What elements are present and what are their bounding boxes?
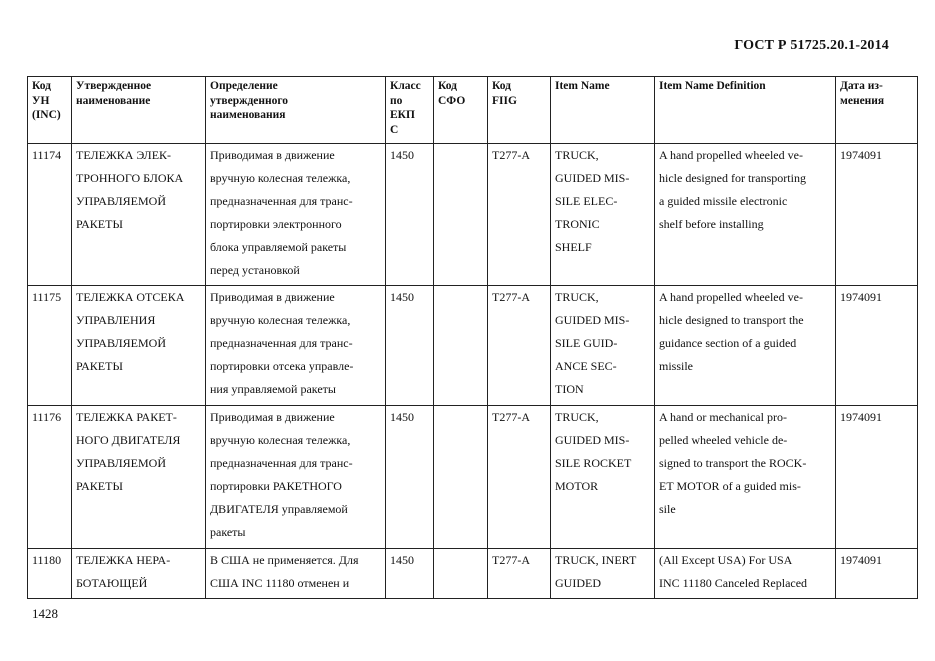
cell-fiig: T277-A	[488, 286, 551, 406]
cell-item-name-definition: A hand propelled wheeled ve- hicle designed to transport the guidance section of a guided missile	[655, 286, 836, 406]
column-header-inc: Код УН (INC)	[28, 77, 72, 144]
column-header-change-date: Дата из- менения	[836, 77, 918, 144]
cell-inc: 11176	[28, 406, 72, 549]
cell-change-date: 1974091	[836, 286, 918, 406]
column-header-approved-name: Утвержденное наименование	[72, 77, 206, 144]
table-header-row	[28, 77, 918, 144]
column-header-item-name: Item Name	[551, 77, 655, 144]
cell-class: 1450	[386, 144, 434, 286]
cell-item-name: TRUCK, GUIDED MIS- SILE ELEC- TRONIC SHELF	[551, 144, 655, 286]
cell-definition: Приводимая в движение вручную колесная тележка, предназначенная для транс- портировки отсека управле- ния управляемой ракеты	[206, 286, 386, 406]
cell-item-name: TRUCK, GUIDED MIS- SILE ROCKET MOTOR	[551, 406, 655, 549]
cell-change-date: 1974091	[836, 144, 918, 286]
cell-inc: 11175	[28, 286, 72, 406]
page-number: 1428	[32, 606, 58, 621]
cell-approved-name: ТЕЛЕЖКА ОТСЕКА УПРАВЛЕНИЯ УПРАВЛЯЕМОЙ РАКЕТЫ	[72, 286, 206, 406]
column-header-definition: Определение утвержденного наименования	[206, 77, 386, 144]
cell-definition: Приводимая в движение вручную колесная тележка, предназначенная для транс- портировки РАКЕТНОГО ДВИГАТЕЛЯ управляемой ракеты	[206, 406, 386, 549]
column-header-sfo: Код СФО	[434, 77, 488, 144]
cell-change-date: 1974091	[836, 549, 918, 599]
items-table	[27, 76, 918, 599]
cell-sfo	[434, 549, 488, 599]
cell-inc: 11174	[28, 144, 72, 286]
cell-class: 1450	[386, 406, 434, 549]
cell-approved-name: ТЕЛЕЖКА НЕРА- БОТАЮЩЕЙ	[72, 549, 206, 599]
cell-class: 1450	[386, 549, 434, 599]
cell-change-date: 1974091	[836, 406, 918, 549]
cell-approved-name: ТЕЛЕЖКА РАКЕТ- НОГО ДВИГАТЕЛЯ УПРАВЛЯЕМОЙ РАКЕТЫ	[72, 406, 206, 549]
cell-definition: Приводимая в движение вручную колесная тележка, предназначенная для транс- портировки электронного блока управляемой ракеты перед установкой	[206, 144, 386, 286]
cell-item-name-definition: A hand or mechanical pro- pelled wheeled vehicle de- signed to transport the ROCK- ET MOTOR of a guided mis- sile	[655, 406, 836, 549]
table-row	[28, 406, 918, 549]
cell-item-name: TRUCK, GUIDED MIS- SILE GUID- ANCE SEC- TION	[551, 286, 655, 406]
column-header-fiig: Код FIIG	[488, 77, 551, 144]
cell-definition: В США не применяется. Для США INC 11180 отменен и	[206, 549, 386, 599]
table-row	[28, 144, 918, 286]
cell-inc: 11180	[28, 549, 72, 599]
cell-fiig: T277-A	[488, 144, 551, 286]
table-row	[28, 286, 918, 406]
cell-approved-name: ТЕЛЕЖКА ЭЛЕК- ТРОННОГО БЛОКА УПРАВЛЯЕМОЙ РАКЕТЫ	[72, 144, 206, 286]
cell-fiig: T277-A	[488, 406, 551, 549]
cell-sfo	[434, 144, 488, 286]
cell-sfo	[434, 286, 488, 406]
cell-fiig: T277-A	[488, 549, 551, 599]
cell-item-name-definition: (All Except USA) For USA INC 11180 Canceled Replaced	[655, 549, 836, 599]
column-header-item-name-definition: Item Name Definition	[655, 77, 836, 144]
cell-item-name-definition: A hand propelled wheeled ve- hicle designed for transporting a guided missile electronic shelf before installing	[655, 144, 836, 286]
cell-class: 1450	[386, 286, 434, 406]
table-row	[28, 549, 918, 599]
cell-sfo	[434, 406, 488, 549]
column-header-class: Класс по ЕКП С	[386, 77, 434, 144]
document-standard-number: ГОСТ Р 51725.20.1-2014	[734, 38, 889, 53]
cell-item-name: TRUCK, INERT GUIDED	[551, 549, 655, 599]
